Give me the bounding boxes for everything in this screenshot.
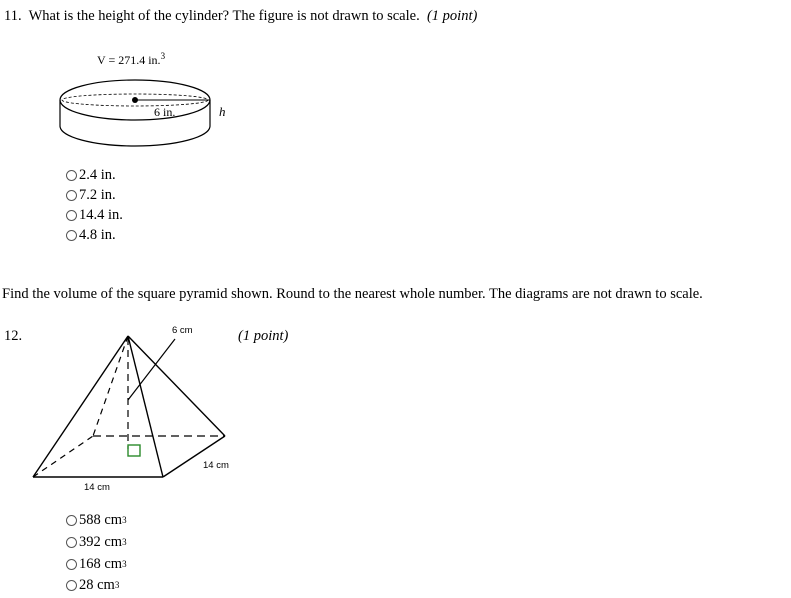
option-label: 4.8 in. [79, 226, 116, 243]
option-label: 2.4 in. [79, 166, 116, 183]
q12-option-3[interactable]: 168 cm 3 [66, 554, 127, 574]
pyramid-base-label: 14 cm [84, 482, 110, 493]
cylinder-radius-label: 6 in. [154, 105, 176, 119]
radio-button[interactable] [66, 537, 77, 548]
cylinder-center-point [132, 97, 138, 103]
question-text: What is the height of the cylinder? The figure is not drawn to scale. [28, 8, 420, 24]
q11-option-2[interactable] [66, 185, 116, 205]
pyramid-height-label: 6 cm [172, 325, 193, 336]
right-angle-marker [128, 445, 140, 456]
cylinder-height-label: h [219, 104, 226, 119]
volume-text: V = 271.4 in. [97, 53, 161, 67]
q11-option-1[interactable] [66, 165, 116, 185]
option-label: 168 cm [79, 555, 123, 572]
cylinder-volume-label [97, 53, 165, 68]
question-points: (1 point) [426, 8, 478, 24]
instruction-text: Find the volume of the square pyramid shown. Round to the nearest whole number. The diagrams are not drawn to scale. [2, 286, 703, 302]
radio-button[interactable] [66, 559, 77, 570]
q11-option-3[interactable] [66, 205, 123, 225]
question-12-points: (1 point) [238, 328, 289, 344]
volume-exponent: 3 [160, 51, 166, 61]
q12-option-4[interactable]: 28 cm 3 [66, 575, 119, 595]
q12-option-1[interactable]: 588 cm 3 [66, 510, 127, 530]
pyramid-edge-right [128, 336, 225, 436]
option-label: 588 cm [79, 511, 123, 528]
question-number: 11. [4, 8, 22, 24]
radio-button[interactable] [66, 230, 77, 241]
radio-button[interactable] [66, 580, 77, 591]
radio-button[interactable] [66, 210, 77, 221]
option-label: 28 cm [79, 576, 115, 593]
question-12-number: 12. [4, 328, 23, 344]
q12-option-2[interactable]: 392 cm 3 [66, 532, 127, 552]
radio-button[interactable] [66, 170, 77, 181]
question-11-prompt [4, 8, 477, 25]
cylinder-bottom-arc [60, 126, 210, 146]
pyramid-edge-left [33, 336, 128, 477]
radio-button[interactable] [66, 190, 77, 201]
radio-button[interactable] [66, 515, 77, 526]
height-leader-line [128, 339, 175, 400]
pyramid-hidden-base-left [33, 436, 93, 477]
pyramid-side-label: 14 cm [203, 460, 229, 471]
cylinder-diagram [55, 70, 235, 160]
q11-option-4[interactable] [66, 225, 116, 245]
option-label: 392 cm [79, 533, 123, 550]
pyramid-hidden-edge [93, 336, 128, 436]
option-label: 14.4 in. [79, 206, 123, 223]
option-label: 7.2 in. [79, 186, 116, 203]
